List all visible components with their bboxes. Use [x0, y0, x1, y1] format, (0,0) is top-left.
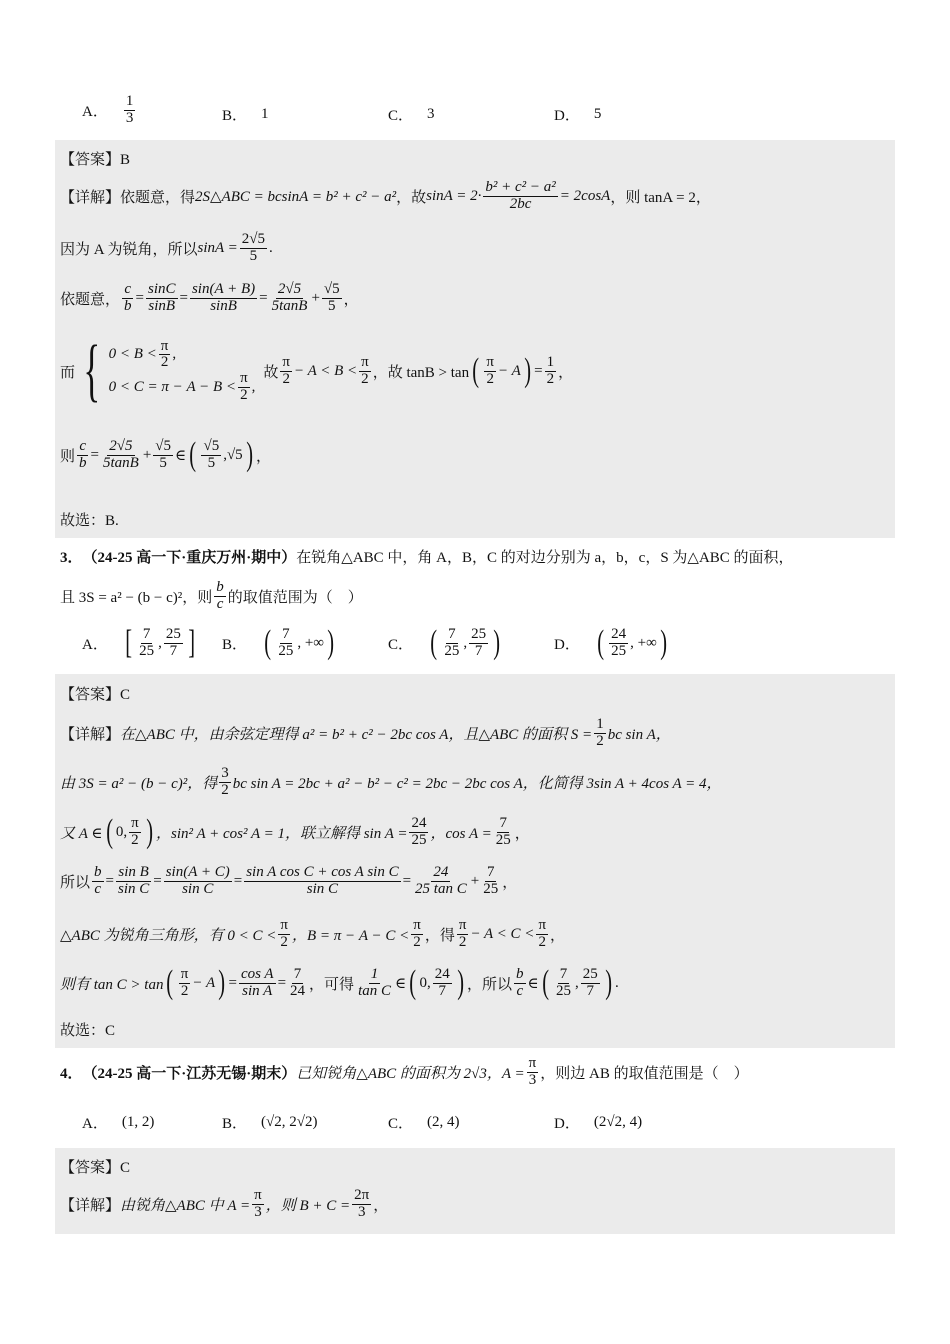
q3-answer: 【答案】C	[60, 687, 131, 703]
fraction: $\frac{\text{b² + c² − a²}}{2bc}$	[485, 179, 556, 212]
q2-answer: 【答案】B	[60, 152, 131, 168]
q3-detail-line-5: △ABC 为锐角三角形，有 0 < C < $\frac{\pi}{2}$ ，B = π − A − C < $\frac{\pi}{2}$ ，得 $\frac{\pi}{2}$ − A < C < $\frac{\pi}{2}$ ，	[60, 917, 566, 950]
fraction: $\frac{1}{3}$	[125, 93, 134, 126]
q2-detail-line-4: 而 { 0 < B < $\frac{\pi}{2}$ , 0 < C = π − A − B < $\frac{\pi}{2}$ , 故 $\frac{\pi}{2}$ − A < B < $\frac{\pi}{2}$ ，故 tanB > tan ( $\frac{\pi}{2}$ − A ) = $\frac{1}{2}$ ，	[60, 332, 574, 409]
system-brace: {	[83, 332, 101, 409]
q4-option-b: B． (√2, 2√2)	[222, 1114, 318, 1132]
q4-answer: 【答案】C	[60, 1160, 131, 1176]
q3-choose: 故选：C	[60, 1023, 116, 1039]
q3-detail-line-3: 又 A ∈ ( 0, $\frac{\pi}{2}$ ) ，sin² A + cos² A = 1，联立解得 sin A = $\frac{24}{25}$ ，cos A = $\frac{7}{25}$ ，	[60, 813, 530, 850]
q4-stem: 4． （24-25 高一下·江苏无锡·期末） 已知锐角△ABC 的面积为 2√3，A = $\frac{\pi}{3}$ ，则边 AB 的取值范围是（ ）	[60, 1055, 749, 1088]
q4-detail-line-1: 【详解】 由锐角△ABC 中 A = $\frac{\pi}{3}$ ，则 B + C = $\frac{2\pi}{3}$ ，	[60, 1187, 389, 1220]
q4-option-d: D． (2√2, 4)	[554, 1114, 643, 1132]
q2-option-c: C． 3	[388, 106, 435, 124]
q2-option-b: B． 1	[222, 106, 269, 124]
q2-choose: 故选：B.	[60, 513, 119, 529]
q4-option-c: C． (2, 4)	[388, 1114, 460, 1132]
q3-detail-line-6: 则有 tan C > tan ( $\frac{\pi}{2}$ − A ) = $\frac{\text{cos A}}{\text{sin A}}$ = $\frac{7}{24}$ ，可得 $\frac{1}{\text{tan C}}$ ∈ ( 0, $\frac{24}{7}$ ) ，所以 $\frac{b}{c}$ ∈ ( $\frac{7}{25}$ , $\frac{25}{7}$ ) .	[60, 964, 619, 1001]
q3-option-b: B． ( $\frac{7}{25}$ , +∞ )	[222, 624, 335, 661]
option-label: A．	[82, 103, 108, 120]
q3-stem-line-1: 3． （24-25 高一下·重庆万州·期中） 在锐角△ABC 中，角 A，B，C 的对边分别为 a，b，c，S 为△ABC 的面积，	[60, 550, 794, 566]
q2-option-a	[82, 94, 137, 127]
system-conditions: 0 < B < $\frac{\pi}{2}$ , 0 < C = π − A − B < $\frac{\pi}{2}$ ,	[108, 337, 256, 403]
q3-detail-line-4: 所以 $\frac{b}{c}$ = $\frac{\text{sin B}}{\text{sin C}}$ = $\frac{\sin(A + C)}{\text{sin C}}$ = $\frac{\text{sin A cos C + cos A sin C}}{\text{sin C}}$ = $\frac{24}{\text{25 tan C}}$ + $\frac{7}{25}$ ，	[60, 864, 518, 897]
q2-option-d: D． 5	[554, 106, 602, 124]
q3-option-d: D． ( $\frac{24}{25}$ , +∞ )	[554, 624, 667, 661]
q4-option-a: A． (1, 2)	[82, 1114, 155, 1132]
q3-option-a: A． [ $\frac{7}{25}$ , $\frac{25}{7}$ ]	[82, 624, 195, 661]
q2-detail-line-5: 则 $\frac{c}{b}$ = $\frac{2√5}{5\tan B}$ + $\frac{√5}{5}$ ∈ ( $\frac{√5}{5}$ , √5 ) ，	[60, 436, 272, 473]
q3-option-c: C． ( $\frac{7}{25}$ , $\frac{25}{7}$ )	[388, 624, 501, 661]
q3-detail-line-1: 【详解】 在△ABC 中，由余弦定理得 a² = b² + c² − 2bc cos A，且△ABC 的面积 S = $\frac{1}{2}$ bc sin A，	[60, 716, 671, 749]
q3-stem-line-2: 且 3S = a² − (b − c)²，则 $\frac{b}{c}$ 的取值范围为（ ）	[60, 579, 363, 612]
q2-detail-line-1: 【详解】 依题意，得 2S△ABC = bcsinA = b² + c² − a² ，故 sinA = 2· $\frac{\text{b² + c² − a²}}{2bc}$ = 2cosA ，则 tanA = 2，	[60, 179, 711, 212]
q2-detail-line-3: 依题意， $\frac{c}{b}$ = $\frac{\sin C}{\sin B}$ = $\frac{\sin(A + B)}{\sin B}$ = $\frac{2√5}{5\tan B}$ + $\frac{√5}{5}$ ，	[60, 281, 359, 314]
fraction: $\frac{2√5}{5}$	[241, 231, 266, 264]
q3-detail-line-2: 由 3S = a² − (b − c)²，得 $\frac{3}{2}$ bc sin A = 2bc + a² − b² − c² = 2bc − 2bc cos A，化简得 3sin A + 4cos A = 4，	[60, 765, 722, 798]
q2-detail-line-2: 因为 A 为锐角，所以 sinA = $\frac{2√5}{5}$ .	[60, 231, 273, 264]
